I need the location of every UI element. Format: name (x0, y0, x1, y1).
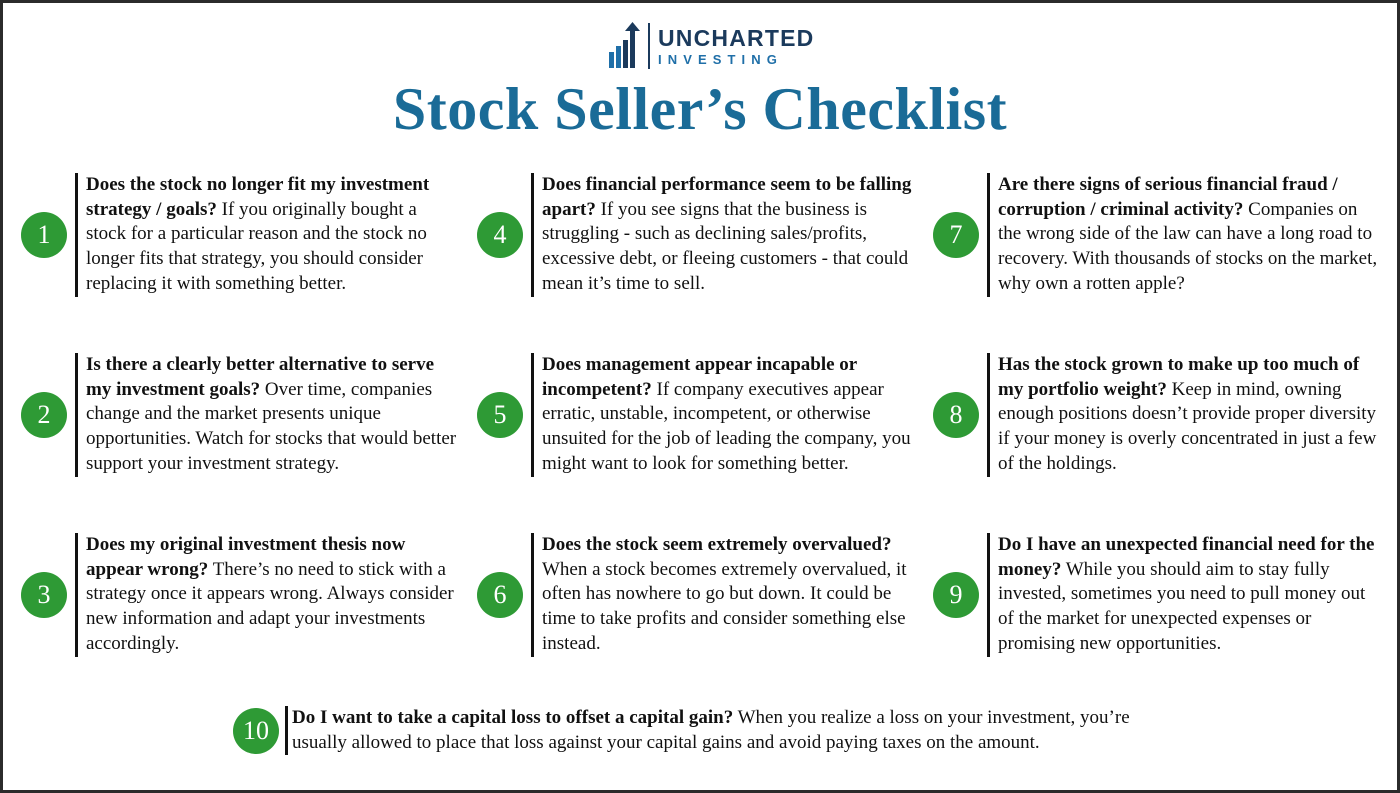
item-body: If you see signs that the business is struggling - such as declining sales/profits, excessive debt, or fleeing customers - that could mean it’s time to sell. (542, 198, 909, 294)
item-body: There’s no need to stick with a strategy once it appears wrong. Always consider new information and adapt your investments accordingly. (86, 558, 454, 654)
item-body: When a stock becomes extremely overvalued, it often has nowhere to go but down. It could be time to take profits and consider something else instead. (542, 558, 907, 654)
item-number-badge: 10 (233, 708, 279, 754)
checklist-item-2 (21, 353, 461, 477)
item-number-badge: 8 (933, 392, 979, 438)
brand-tagline: INVESTING (658, 51, 783, 67)
checklist-item-1 (21, 173, 461, 297)
item-body: Over time, companies change and the market presents unique opportunities. Watch for stocks that would better support your investment strategy. (86, 378, 457, 474)
logo-divider (648, 23, 650, 69)
item-number-badge: 9 (933, 572, 979, 618)
checklist-item-6 (477, 533, 922, 657)
item-question: Has the stock grown to make up too much of my portfolio weight? (998, 354, 1360, 400)
checklist-card (3, 3, 1397, 790)
item-number-badge: 5 (477, 392, 523, 438)
chart-arrow-icon (608, 22, 642, 70)
checklist-item-10 (233, 706, 1133, 755)
item-question: Is there a clearly better alternative to serve my investment goals? (86, 354, 435, 400)
brand-logo (608, 21, 814, 71)
item-question: Are there signs of serious financial fraud / corruption / criminal activity? (998, 174, 1338, 220)
item-number-badge: 7 (933, 212, 979, 258)
brand-name: UNCHARTED (658, 24, 815, 51)
checklist-item-8 (933, 353, 1383, 477)
item-number-badge: 6 (477, 572, 523, 618)
item-number-badge: 4 (477, 212, 523, 258)
checklist-item-4 (477, 173, 922, 297)
item-question: Does management appear incapable or incompetent? (542, 354, 857, 400)
item-question: Does the stock no longer fit my investment strategy / goals? (86, 174, 430, 220)
item-number-badge: 1 (21, 212, 67, 258)
item-question: Does the stock seem extremely overvalued? (542, 534, 892, 555)
checklist-item-3 (21, 533, 461, 657)
item-question: Do I want to take a capital loss to offset a capital gain? (292, 707, 734, 728)
item-body: If company executives appear erratic, unstable, incompetent, or otherwise unsuited for the job of leading the company, you might want to look for something better. (542, 378, 911, 474)
item-number-badge: 3 (21, 572, 67, 618)
item-body: When you realize a loss on your investment, you’re usually allowed to place that loss against your capital gains and avoid paying taxes on the amount. (292, 707, 1130, 753)
item-body: If you originally bought a stock for a particular reason and the stock no longer fits that strategy, you should consider replacing it with something better. (86, 198, 427, 294)
item-question: Does financial performance seem to be falling apart? (542, 174, 912, 220)
checklist-item-7 (933, 173, 1383, 297)
checklist-item-9 (933, 533, 1383, 657)
item-body: While you should aim to stay fully invested, sometimes you need to pull money out of the market for unexpected expenses or promising new opportunities. (998, 558, 1366, 654)
page-title: Stock Seller’s Checklist (392, 76, 1008, 142)
item-question: Does my original investment thesis now appear wrong? (86, 534, 406, 580)
item-number-badge: 2 (21, 392, 67, 438)
checklist-item-5 (477, 353, 922, 477)
item-body: Companies on the wrong side of the law can have a long road to recovery. With thousands of stocks on the market, why own a rotten apple? (998, 198, 1378, 294)
item-question: Do I have an unexpected financial need for the money? (998, 534, 1375, 580)
item-body: Keep in mind, owning enough positions doesn’t provide proper diversity if your money is overly concentrated in just a few of the holdings. (998, 378, 1377, 474)
